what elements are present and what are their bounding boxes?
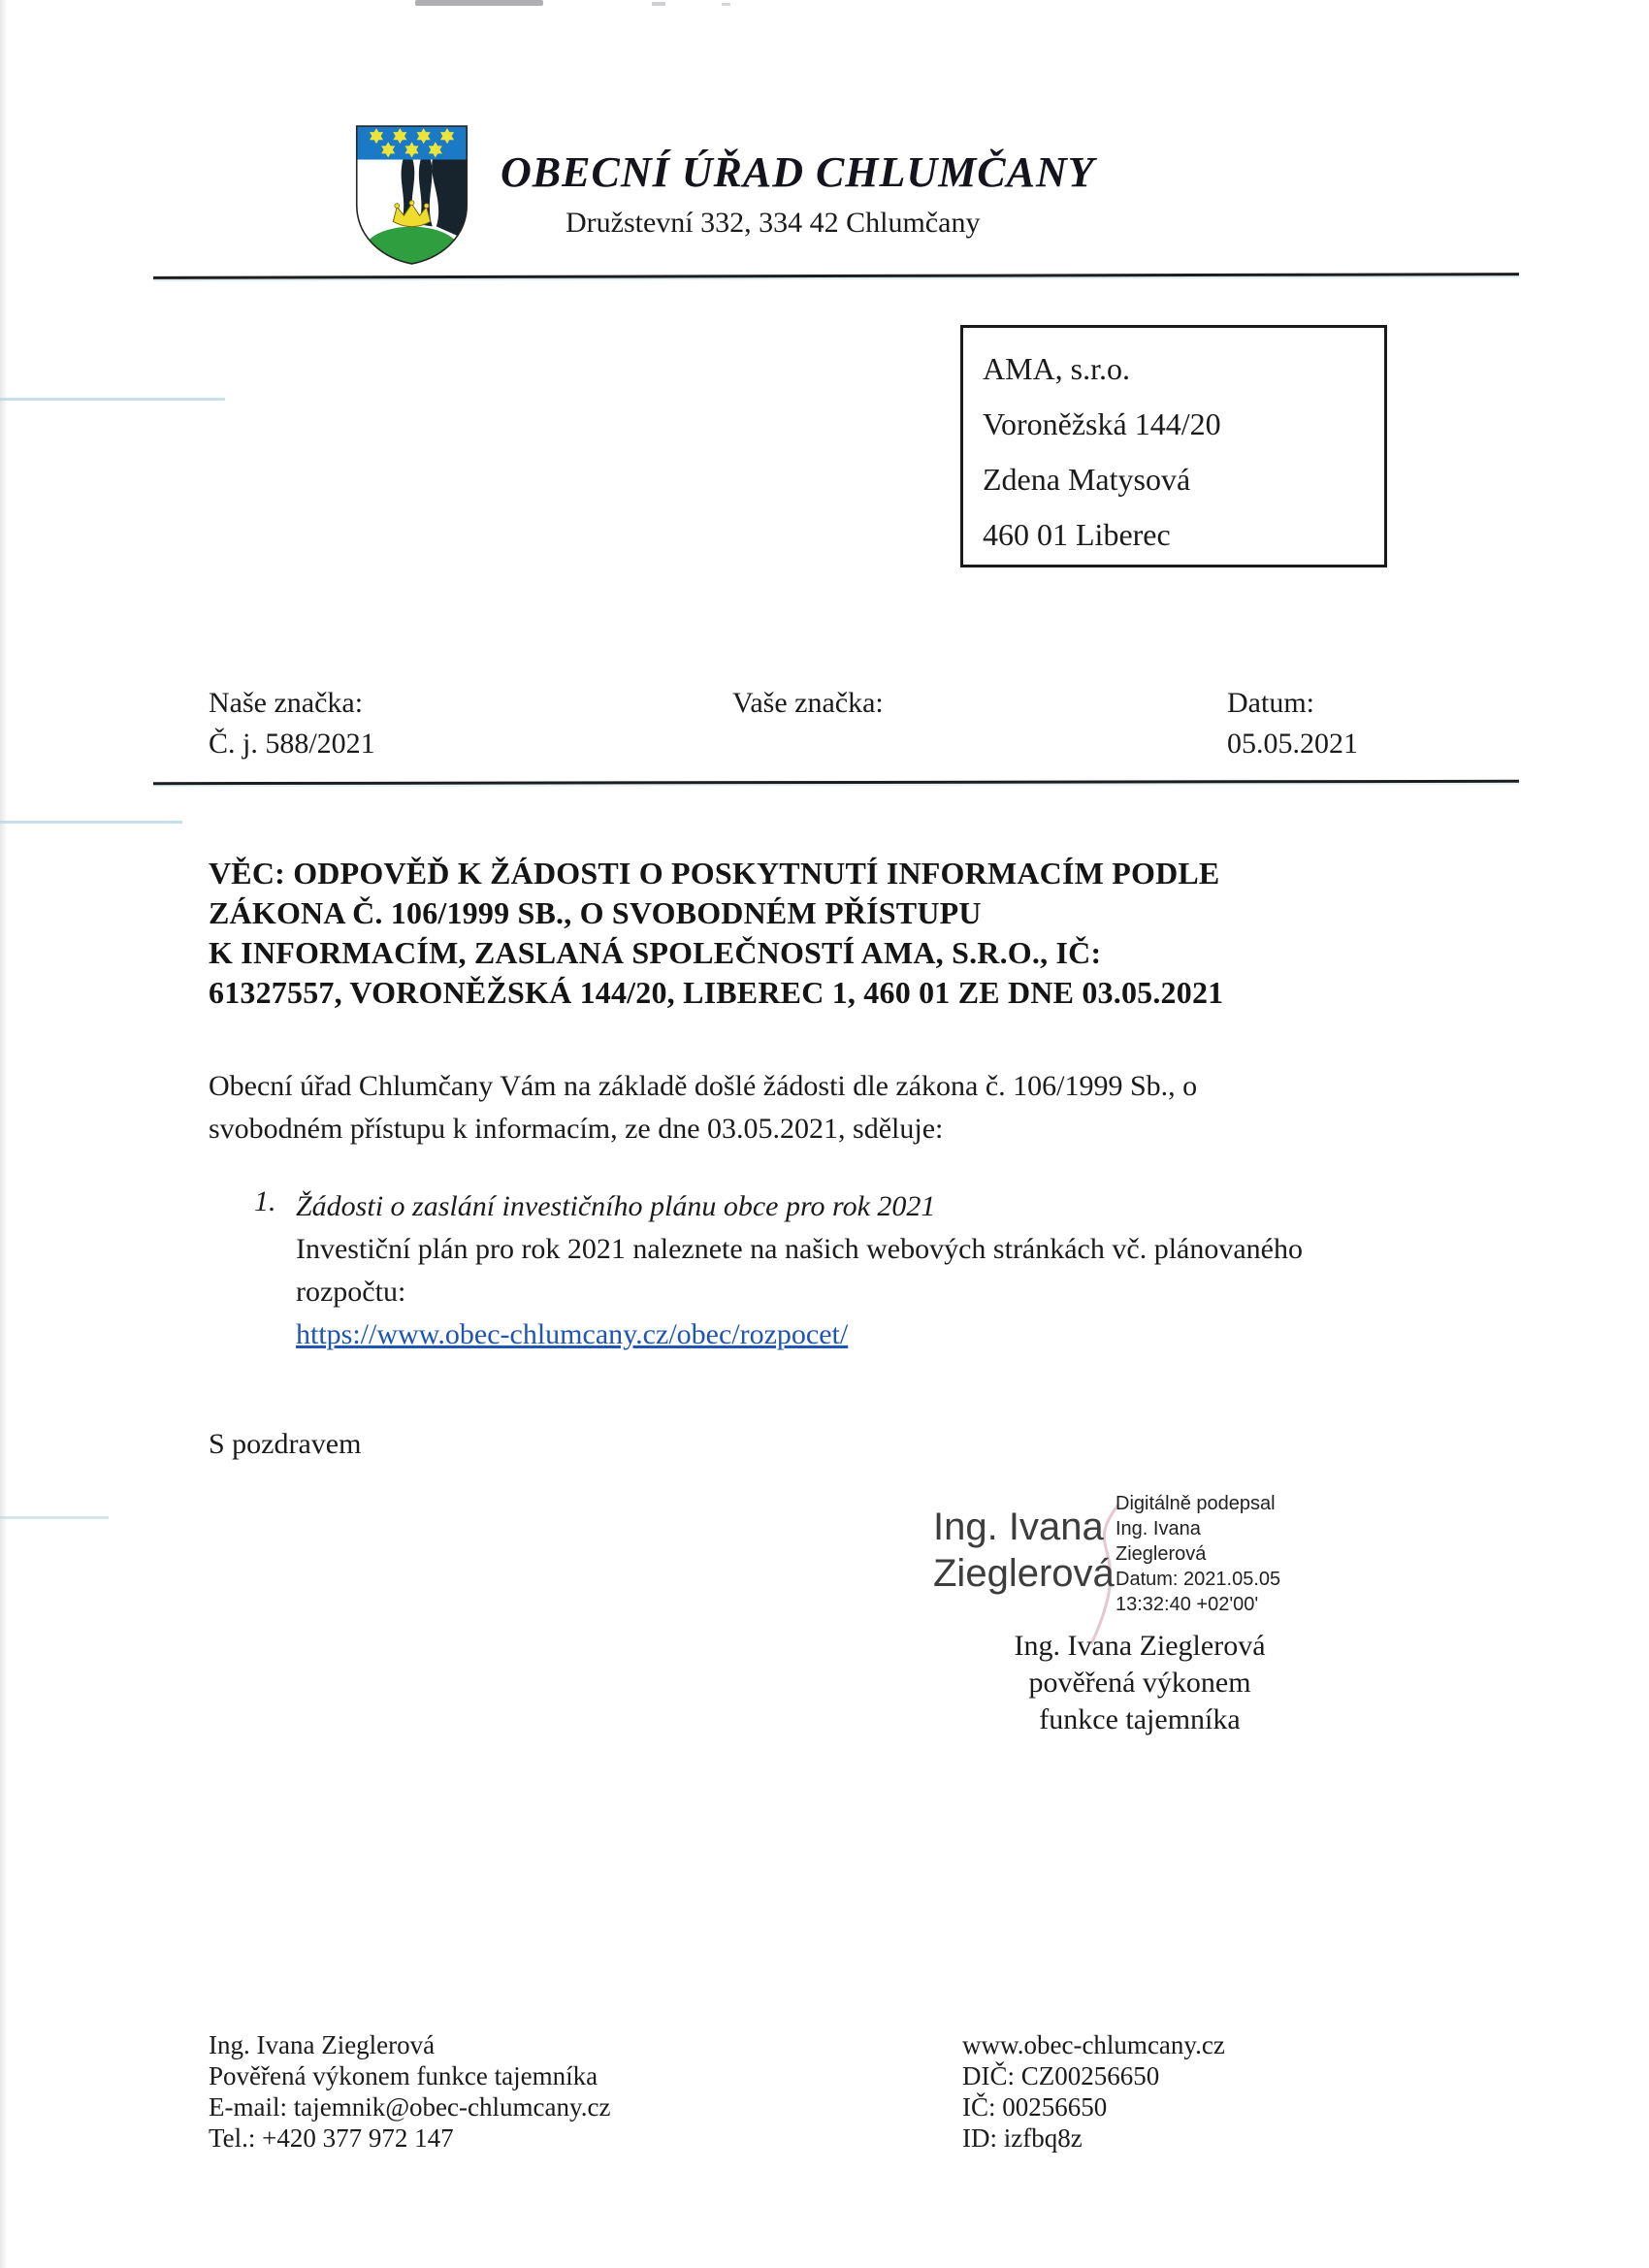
footer-line: www.obec-chlumcany.cz bbox=[962, 2030, 1225, 2059]
date-value: 05.05.2021 bbox=[1227, 728, 1358, 760]
scan-smudge bbox=[652, 2, 665, 6]
scan-edge-shadow bbox=[0, 0, 8, 2268]
body-intro-line: svobodném přístupu k informacím, ze dne 03.05.2021, sděluje: bbox=[209, 1113, 944, 1145]
date-label: Datum: bbox=[1227, 687, 1314, 719]
scan-smudge bbox=[415, 0, 543, 6]
signatory-block bbox=[980, 1628, 1300, 1738]
footer-line: DIČ: CZ00256650 bbox=[962, 2061, 1160, 2090]
municipality-coat-of-arms-logo bbox=[351, 122, 472, 268]
recipient-address-box bbox=[960, 325, 1387, 567]
closing-salutation: S pozdravem bbox=[209, 1428, 362, 1460]
digital-signature-detail-line: 13:32:40 +02'00' bbox=[1116, 1594, 1259, 1615]
digital-signature-name-line: Zieglerová bbox=[933, 1552, 1115, 1595]
our-reference bbox=[209, 683, 375, 764]
list-item-title: Žádosti o zaslání investičního plánu obce pro rok 2021 bbox=[296, 1190, 936, 1222]
recipient-line: Zdena Matysová bbox=[983, 462, 1191, 497]
scan-line-artifact bbox=[0, 821, 182, 824]
our-reference-value: Č. j. 588/2021 bbox=[209, 728, 375, 760]
digital-signature-detail-line: Datum: 2021.05.05 bbox=[1116, 1569, 1281, 1590]
subject-line: 61327557, VORONĚŽSKÁ 144/20, LIBEREC 1, 460 01 ZE DNE 03.05.2021 bbox=[209, 975, 1224, 1010]
org-address-line: Družstevní 332, 334 42 Chlumčany bbox=[566, 207, 981, 239]
budget-page-link[interactable]: https://www.obec-chlumcany.cz/obec/rozpocet/ bbox=[296, 1318, 849, 1350]
footer-contact-left bbox=[209, 2029, 610, 2154]
digital-signature-detail-line: Zieglerová bbox=[1116, 1543, 1207, 1565]
footer-line: E-mail: tajemnik@obec-chlumcany.cz bbox=[209, 2092, 611, 2122]
signatory-role-line: funkce tajemníka bbox=[1039, 1703, 1241, 1735]
digital-signature-details bbox=[1116, 1491, 1280, 1617]
subject-heading bbox=[209, 854, 1223, 1013]
footer-line: Pověřená výkonem funkce tajemníka bbox=[209, 2061, 598, 2090]
footer-line: Ing. Ivana Zieglerová bbox=[209, 2030, 436, 2059]
recipient-line: Voroněžská 144/20 bbox=[983, 406, 1221, 441]
footer-contact-right bbox=[962, 2029, 1225, 2154]
scan-line-artifact bbox=[0, 398, 225, 401]
coat-of-arms-icon bbox=[351, 122, 472, 268]
signatory-role-line: pověřená výkonem bbox=[1028, 1667, 1251, 1699]
list-item-number: 1. bbox=[254, 1185, 276, 1217]
footer-line: Tel.: +420 377 972 147 bbox=[209, 2123, 454, 2153]
org-title: OBECNÍ ÚŘAD CHLUMČANY bbox=[501, 148, 1095, 196]
digital-signature-detail-line: Ing. Ivana bbox=[1116, 1518, 1201, 1539]
recipient-line: 460 01 Liberec bbox=[983, 517, 1171, 552]
digital-signature-name bbox=[933, 1504, 1115, 1597]
digital-signature-name-line: Ing. Ivana bbox=[933, 1506, 1104, 1548]
footer-line: ID: izfbq8z bbox=[962, 2123, 1083, 2153]
reference-divider-rule bbox=[153, 780, 1519, 785]
footer-line: IČ: 00256650 bbox=[962, 2092, 1108, 2122]
our-reference-label: Naše značka: bbox=[209, 687, 364, 719]
body-intro-line: Obecní úřad Chlumčany Vám na základě došlé žádosti dle zákona č. 106/1999 Sb., o bbox=[209, 1070, 1198, 1102]
recipient-line: AMA, s.r.o. bbox=[983, 351, 1131, 386]
subject-line: ZÁKONA Č. 106/1999 SB., O SVOBODNÉM PŘÍSTUPU bbox=[209, 895, 982, 930]
subject-line: K INFORMACÍM, ZASLANÁ SPOLEČNOSTÍ AMA, S.R.O., IČ: bbox=[209, 935, 1102, 970]
signatory-name: Ing. Ivana Zieglerová bbox=[1014, 1630, 1266, 1662]
scan-smudge bbox=[722, 3, 730, 6]
list-item-text-line: Investiční plán pro rok 2021 naleznete na našich webových stránkách vč. plánovaného bbox=[296, 1233, 1303, 1265]
body-intro-paragraph bbox=[209, 1065, 1197, 1150]
digital-signature-detail-line: Digitálně podepsal bbox=[1116, 1493, 1276, 1514]
list-item-text-line: rozpočtu: bbox=[296, 1276, 406, 1308]
subject-line: VĚC: ODPOVĚĎ K ŽÁDOSTI O POSKYTNUTÍ INFORMACÍM PODLE bbox=[209, 856, 1220, 891]
letter-date bbox=[1227, 683, 1358, 764]
list-item bbox=[296, 1185, 1303, 1356]
your-reference bbox=[732, 683, 884, 724]
header-divider-rule bbox=[153, 273, 1519, 279]
scan-line-artifact bbox=[0, 1516, 109, 1519]
your-reference-label: Vaše značka: bbox=[732, 687, 884, 719]
